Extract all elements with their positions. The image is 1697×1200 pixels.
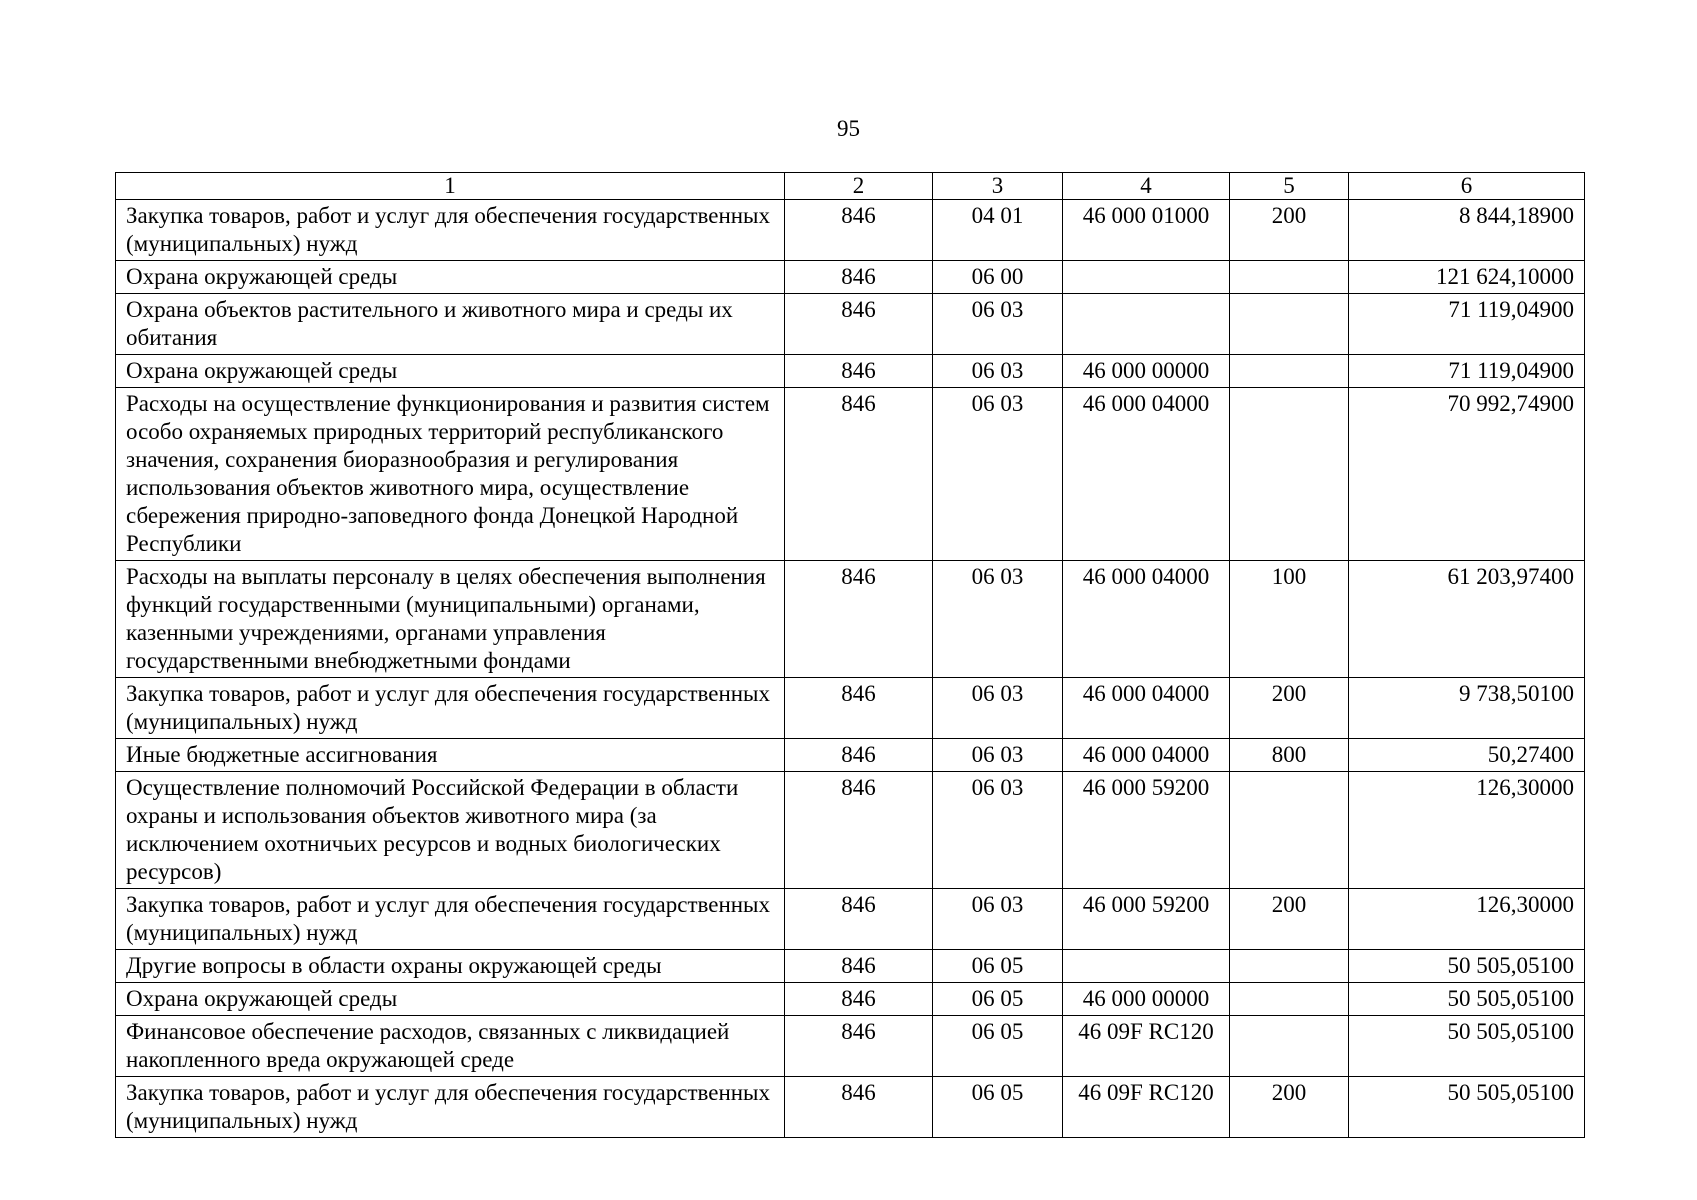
row-section-cell: 06 03 (933, 772, 1063, 889)
row-code-cell: 846 (785, 678, 933, 739)
table-row (116, 739, 1585, 772)
row-target-cell (1063, 950, 1230, 983)
table-row (116, 561, 1585, 678)
row-code-cell: 846 (785, 1016, 933, 1077)
column-header: 5 (1230, 173, 1349, 200)
row-target-cell (1063, 261, 1230, 294)
row-name-cell: Закупка товаров, работ и услуг для обеспечения государственных (муниципальных) нужд (116, 889, 785, 950)
row-target-cell: 46 09F RC120 (1063, 1016, 1230, 1077)
row-name-cell: Другие вопросы в области охраны окружающей среды (116, 950, 785, 983)
column-header: 1 (116, 173, 785, 200)
row-type-cell (1230, 355, 1349, 388)
row-section-cell: 06 05 (933, 950, 1063, 983)
table-row (116, 950, 1585, 983)
row-section-cell: 06 05 (933, 1077, 1063, 1138)
table-header-row (116, 173, 1585, 200)
table-body (116, 173, 1585, 1138)
row-type-cell (1230, 950, 1349, 983)
row-code-cell: 846 (785, 355, 933, 388)
row-type-cell (1230, 261, 1349, 294)
row-type-cell: 200 (1230, 889, 1349, 950)
row-code-cell: 846 (785, 889, 933, 950)
row-section-cell: 06 03 (933, 739, 1063, 772)
row-target-cell: 46 000 59200 (1063, 889, 1230, 950)
row-section-cell: 04 01 (933, 200, 1063, 261)
row-section-cell: 06 03 (933, 678, 1063, 739)
row-section-cell: 06 03 (933, 355, 1063, 388)
row-type-cell (1230, 388, 1349, 561)
table-row (116, 983, 1585, 1016)
row-code-cell: 846 (785, 200, 933, 261)
row-name-cell: Охрана объектов растительного и животного мира и среды их обитания (116, 294, 785, 355)
row-amount-cell: 9 738,50100 (1349, 678, 1585, 739)
row-type-cell: 800 (1230, 739, 1349, 772)
table-row (116, 889, 1585, 950)
row-name-cell: Охрана окружающей среды (116, 983, 785, 1016)
row-amount-cell: 71 119,04900 (1349, 294, 1585, 355)
table-row (116, 1077, 1585, 1138)
row-target-cell: 46 000 00000 (1063, 355, 1230, 388)
row-target-cell: 46 000 01000 (1063, 200, 1230, 261)
row-type-cell: 100 (1230, 561, 1349, 678)
row-section-cell: 06 05 (933, 983, 1063, 1016)
row-name-cell: Расходы на выплаты персоналу в целях обеспечения выполнения функций государственными (муниципальными) органами, казенными учреждениями, органами управления государственными внебюджетными фондами (116, 561, 785, 678)
row-target-cell: 46 000 59200 (1063, 772, 1230, 889)
row-section-cell: 06 00 (933, 261, 1063, 294)
row-amount-cell: 50 505,05100 (1349, 1077, 1585, 1138)
row-target-cell: 46 000 04000 (1063, 561, 1230, 678)
row-section-cell: 06 03 (933, 889, 1063, 950)
table-row (116, 261, 1585, 294)
table-row (116, 355, 1585, 388)
row-name-cell: Охрана окружающей среды (116, 355, 785, 388)
row-type-cell (1230, 1016, 1349, 1077)
row-amount-cell: 50,27400 (1349, 739, 1585, 772)
row-amount-cell: 70 992,74900 (1349, 388, 1585, 561)
column-header: 2 (785, 173, 933, 200)
row-target-cell: 46 000 04000 (1063, 678, 1230, 739)
row-target-cell: 46 000 04000 (1063, 388, 1230, 561)
page-number: 95 (837, 116, 860, 141)
row-name-cell: Финансовое обеспечение расходов, связанных с ликвидацией накопленного вреда окружающей среде (116, 1016, 785, 1077)
budget-table (115, 172, 1585, 1138)
row-name-cell: Охрана окружающей среды (116, 261, 785, 294)
row-type-cell (1230, 294, 1349, 355)
row-name-cell: Расходы на осуществление функционирования и развития систем особо охраняемых природных территорий республиканского значения, сохранения биоразнообразия и регулирования использования объектов животного мира, осуществление сбережения природно-заповедного фонда Донецкой Народной Республики (116, 388, 785, 561)
row-code-cell: 846 (785, 983, 933, 1016)
row-code-cell: 846 (785, 739, 933, 772)
row-target-cell (1063, 294, 1230, 355)
row-amount-cell: 126,30000 (1349, 772, 1585, 889)
table-row (116, 294, 1585, 355)
row-type-cell (1230, 772, 1349, 889)
row-section-cell: 06 03 (933, 561, 1063, 678)
row-section-cell: 06 03 (933, 388, 1063, 561)
row-amount-cell: 50 505,05100 (1349, 983, 1585, 1016)
row-amount-cell: 126,30000 (1349, 889, 1585, 950)
row-code-cell: 846 (785, 1077, 933, 1138)
row-type-cell: 200 (1230, 1077, 1349, 1138)
row-code-cell: 846 (785, 294, 933, 355)
row-amount-cell: 50 505,05100 (1349, 950, 1585, 983)
row-name-cell: Закупка товаров, работ и услуг для обеспечения государственных (муниципальных) нужд (116, 1077, 785, 1138)
column-header: 6 (1349, 173, 1585, 200)
table-row (116, 678, 1585, 739)
row-amount-cell: 61 203,97400 (1349, 561, 1585, 678)
row-name-cell: Иные бюджетные ассигнования (116, 739, 785, 772)
row-amount-cell: 71 119,04900 (1349, 355, 1585, 388)
column-header: 3 (933, 173, 1063, 200)
column-header: 4 (1063, 173, 1230, 200)
row-amount-cell: 50 505,05100 (1349, 1016, 1585, 1077)
row-code-cell: 846 (785, 950, 933, 983)
row-type-cell: 200 (1230, 678, 1349, 739)
row-target-cell: 46 000 00000 (1063, 983, 1230, 1016)
row-name-cell: Закупка товаров, работ и услуг для обеспечения государственных (муниципальных) нужд (116, 678, 785, 739)
row-amount-cell: 121 624,10000 (1349, 261, 1585, 294)
row-section-cell: 06 03 (933, 294, 1063, 355)
row-type-cell (1230, 983, 1349, 1016)
row-target-cell: 46 09F RC120 (1063, 1077, 1230, 1138)
row-code-cell: 846 (785, 561, 933, 678)
row-type-cell: 200 (1230, 200, 1349, 261)
table-row (116, 1016, 1585, 1077)
row-target-cell: 46 000 04000 (1063, 739, 1230, 772)
row-name-cell: Закупка товаров, работ и услуг для обеспечения государственных (муниципальных) нужд (116, 200, 785, 261)
row-code-cell: 846 (785, 261, 933, 294)
row-amount-cell: 8 844,18900 (1349, 200, 1585, 261)
table-row (116, 200, 1585, 261)
table-row (116, 388, 1585, 561)
row-code-cell: 846 (785, 772, 933, 889)
row-code-cell: 846 (785, 388, 933, 561)
table-row (116, 772, 1585, 889)
row-name-cell: Осуществление полномочий Российской Федерации в области охраны и использования объектов животного мира (за исключением охотничьих ресурсов и водных биологических ресурсов) (116, 772, 785, 889)
row-section-cell: 06 05 (933, 1016, 1063, 1077)
